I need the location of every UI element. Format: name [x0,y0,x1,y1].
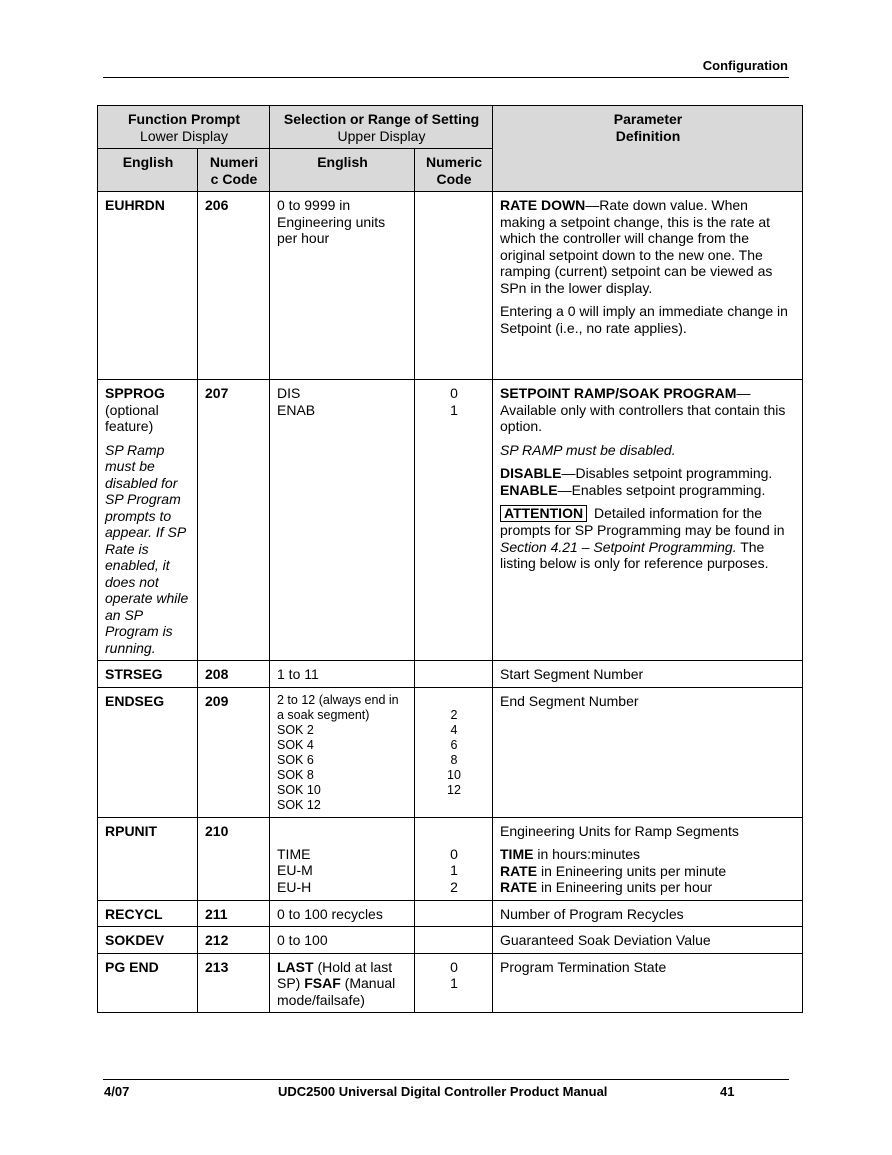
footer-date: 4/07 [104,1084,130,1099]
code-cell: 206 [198,192,270,380]
selection-cell: TIME EU-M EU-H [270,817,415,900]
code-cell: 207 [198,380,270,661]
selection-cell: 0 to 9999 in Engineering units per hour [270,192,415,380]
selection-cell: 1 to 11 [270,661,415,688]
numeric-cell: 2 4 6 8 10 12 [415,687,493,817]
prompt-cell: ENDSEG [98,687,198,817]
code-cell: 212 [198,927,270,954]
code-cell: 213 [198,953,270,1013]
table-row [98,927,803,954]
definition-cell: Start Segment Number [493,661,803,688]
selection-cell: LAST (Hold at last SP) FSAF (Manual mode/failsafe) [270,953,415,1013]
numeric-cell: 0 1 [415,953,493,1013]
prompt-cell: RECYCL [98,900,198,927]
configuration-table [97,105,803,1013]
selection-cell: 2 to 12 (always end in a soak segment) SOK 2 SOK 4 SOK 6 SOK 8 SOK 10 SOK 12 [270,687,415,817]
prompt-cell: RPUNIT [98,817,198,900]
table-row [98,953,803,1013]
definition-cell: Program Termination State [493,953,803,1013]
prompt-cell: SOKDEV [98,927,198,954]
prompt-cell: PG END [98,953,198,1013]
table-row [98,380,803,661]
prompt-cell: EUHRDN [98,192,198,380]
footer-page-number: 41 [720,1084,735,1099]
code-cell: 208 [198,661,270,688]
footer-divider [103,1079,789,1080]
definition-cell: Engineering Units for Ramp Segments TIME in hours:minutes RATE in Enineering units per minute RATE in Enineering units per hour [493,817,803,900]
english-header-upper: English [270,149,415,192]
definition-cell: Number of Program Recycles [493,900,803,927]
footer-manual-title: UDC2500 Universal Digital Controller Product Manual [278,1084,608,1099]
table-row [98,687,803,817]
code-cell: 211 [198,900,270,927]
definition-cell: Guaranteed Soak Deviation Value [493,927,803,954]
table-row [98,661,803,688]
numeric-cell: 0 1 [415,380,493,661]
code-cell: 210 [198,817,270,900]
numeric-cell [415,192,493,380]
section-title: Configuration [702,58,788,73]
table-row [98,192,803,380]
numeric-cell [415,900,493,927]
prompt-cell: SPPROG (optional feature) SP Ramp must be disabled for SP Program prompts to appear. If SP Rate is enabled, it does not operate while an SP Program is running. [98,380,198,661]
selection-cell: 0 to 100 recycles [270,900,415,927]
english-header-lower: English [98,149,198,192]
definition-cell: End Segment Number [493,687,803,817]
code-cell: 209 [198,687,270,817]
selection-range-header: Selection or Range of Setting Upper Display [270,106,493,149]
table-row [98,900,803,927]
selection-cell: 0 to 100 [270,927,415,954]
prompt-cell: STRSEG [98,661,198,688]
numeric-code-header-lower: Numeri c Code [198,149,270,192]
table-row [98,817,803,900]
definition-cell: RATE DOWN—Rate down value. When making a setpoint change, this is the rate at which the controller will change from the original setpoint down to the new one. The ramping (current) setpoint can be viewed as SPn in the lower display. Entering a 0 will imply an immediate change in Setpoint (i.e., no rate applies). [493,192,803,380]
numeric-cell [415,661,493,688]
numeric-cell [415,927,493,954]
table-header-row [98,106,803,149]
numeric-code-header-upper: Numeric Code [415,149,493,192]
definition-cell: SETPOINT RAMP/SOAK PROGRAM— Available only with controllers that contain this option. SP RAMP must be disabled. DISABLE—Disables setpoint programming. ENABLE—Enables setpoint programming. ATTENTION Detailed information for the prompts for SP Programming may be found in Section 4.21 – Setpoint Programming. The listing below is only for reference purposes. [493,380,803,661]
selection-cell: DIS ENAB [270,380,415,661]
parameter-definition-header: Parameter Definition [493,106,803,192]
function-prompt-header: Function Prompt Lower Display [98,106,270,149]
header-divider [103,77,789,78]
numeric-cell: 0 1 2 [415,817,493,900]
attention-label: ATTENTION [500,505,587,522]
